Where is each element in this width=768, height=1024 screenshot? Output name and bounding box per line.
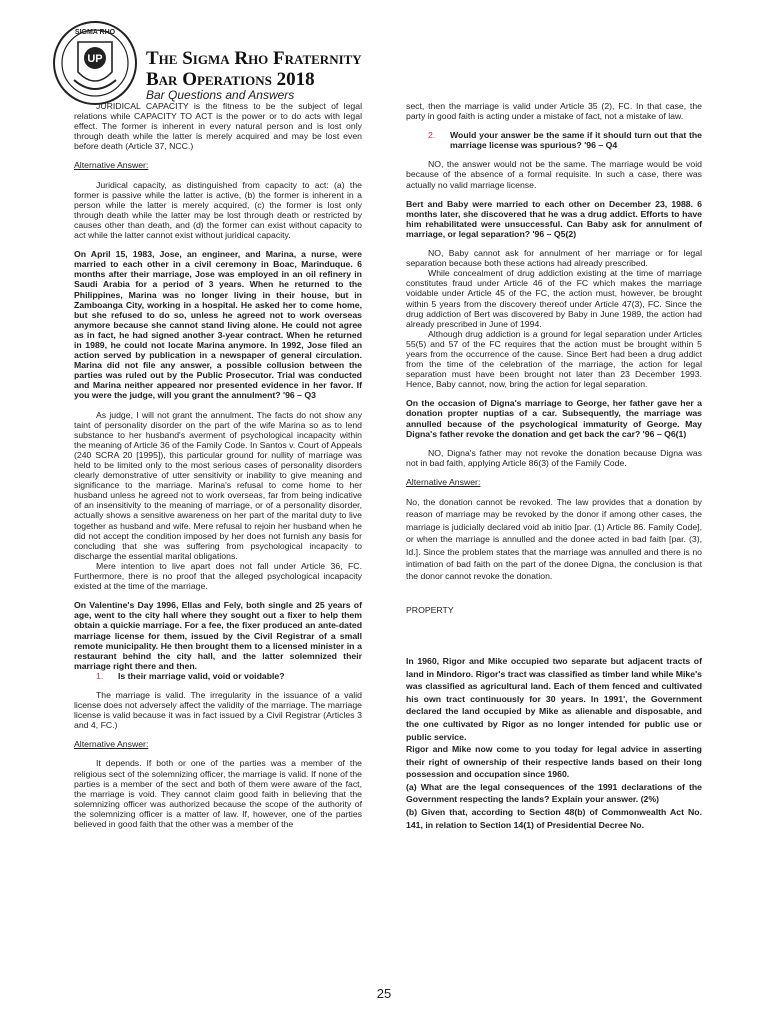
section-heading: PROPERTY	[406, 604, 454, 615]
paragraph: JURIDICAL CAPACITY is the fitness to be the subject of legal relations while CAPACITY TO ACT is the power or to do acts with legal effect. The former is inherent in every natural person and is lost only through death while the latter is merely acquired and may be lost even before death (Article 37, NCC.)	[74, 101, 362, 152]
answer: Although drug addiction is a ground for legal separation under Articles 55(5) and 57 of the FC requires that the action must be brought within 5 years from the occurrence of the cause. Since Bert had been a drug addict from the time of the celebration of the marriage, the action for legal separation must have been brought not later than 23 December 1993. Hence, Baby cannot, now, bring the action for legal separation.	[406, 328, 702, 390]
question: On April 15, 1983, Jose, an engineer, and Marina, a nurse, were married to each other in a civil ceremony in Boac, Marinduque. 6 months after their marriage, Jose was employed in an oil refinery in Saudi Arabia for a period of 3 years. When he returned to the Philippines, Marina was no longer living in their house, but in Zamboanga City, working in a hospital. He asked her to come home, but she refused to do so, unless he agreed not to work overseas anymore because she cannot stand living alone. He could not agree as in fact, he had signed another 3-year contract. When he returned in 1989, he could not locate Marina anymore. In 1992, Jose filed an action served by publication in a newspaper of general circulation. Marina did not file any answer, a possible collusion between the parties was ruled out by the Public Prosecutor. Trial was conducted and Marina neither appeared nor presented evidence in her favor. If you were the judge, will you grant the annulment? '96 – Q3	[74, 249, 362, 401]
answer: NO, the answer would not be the same. The marriage would be void because of the absence of a formal requisite. In such a case, there was actually no valid marriage license.	[406, 159, 702, 190]
question: In 1960, Rigor and Mike occupied two separate but adjacent tracts of land in Mindoro. Rigor's tract was classified as timber land while Mike's was classified as agricultural land. Each of them fenced and cultivated his own tract continuously for 30 years. In 1991', the Government declared the land occupied by Mike as alienable and disposable, and the one cultivated by Rigor as no longer intended for public use or public service.	[406, 655, 702, 742]
sub-question-number: 1.	[96, 670, 104, 681]
page-number: 25	[376, 986, 392, 1001]
document-title	[146, 48, 362, 90]
answer: NO, Baby cannot ask for annulment of her marriage or for legal separation because both these actions had already prescribed.	[406, 248, 702, 269]
title-line-1: The Sigma Rho Fraternity	[146, 48, 362, 69]
fraternity-seal-logo	[52, 20, 138, 106]
answer: It depends. If both or one of the parties was a member of the religious sect of the solemnizing officer, the marriage is valid. If none of the parties is a member of the sect and both of them were aware of the fact, the marriage is void. They cannot claim good faith in believing that the solemnizing officer was authorized because the scope of the authority of the solemnizing officer is a matter of law. If, however, one of the parties believed in good faith that the other was a member of the	[74, 758, 362, 829]
paragraph: sect, then the marriage is valid under Article 35 (2), FC. In that case, the party in good faith is acting under a mistake of fact, not a mistake of law.	[406, 101, 702, 122]
document-subtitle: Bar Questions and Answers	[146, 88, 295, 102]
question: Rigor and Mike now come to you today for legal advice in asserting their right of ownership of their respective lands based on their long possession and occupation since 1960.	[406, 744, 702, 780]
right-column	[406, 101, 702, 831]
answer: As judge, I will not grant the annulment. The facts do not show any taint of personality disorder on the part of the wife Marina so as to lend substance to her husband's averment of psychological incapacity within the meaning of Article 36 of the Family Code. In Santos v. Court of Appeals (240 SCRA 20 [1995]), this particular ground for nullity of marriage was held to be limited only to the most serious cases of personality disorders clearly demonstrative of utter sensitivity or inability to give meaning and significance to the marriage. Marina's refusal to come home to her husband unless he agreed not to work overseas, far from being indicative of an insensitivity to the meaning of marriage, or of a personality disorder, actually shows a sensitive awareness on her part of the marital duty to live together as husband and wife. Mere refusal to rejoin her husband when he did not accept the condition imposed by her does not furnish any basis for concluding that she was suffering from psychological incapacity to discharge the essential marital obligations.	[74, 409, 362, 561]
alternative-answer-label: Alternative Answer:	[74, 739, 149, 750]
answer: The marriage is valid. The irregularity in the issuance of a valid license does not adversely affect the validity of the marriage. The marriage license is valid because it was in fact issued by a Civil Registrar (Articles 3 and 4, FC.)	[74, 689, 362, 731]
answer: While concealment of drug addiction existing at the time of marriage constitutes fraud under Article 46 of the FC which makes the marriage voidable under Article 45 of the FC, the action must, however, be brought within 5 years from the discovery thereof under Article 47(3), FC. Since the drug addiction of Bert was discovered by Baby in June 1989, the action had already prescribed in June of 1994.	[406, 268, 702, 329]
sub-question-number: 2.	[428, 130, 436, 141]
sub-question	[428, 130, 702, 150]
title-line-2: Bar Operations 2018	[146, 69, 315, 90]
answer: Mere intention to live apart does not fall under Article 36, FC. Furthermore, there is no proof that the alleged psychological incapacity existed at the time of the marriage.	[74, 560, 362, 592]
alternative-answer-label: Alternative Answer:	[74, 160, 149, 171]
logo-initials: UP	[87, 53, 103, 65]
question: (a) What are the legal consequences of the 1991 declarations of the Government respecting the lands? Explain your answer. (2%)	[406, 781, 702, 805]
answer: NO, Digna's father may not revoke the donation because Digna was not in bad faith, applying Article 86(3) of the Family Code.	[406, 447, 702, 468]
sub-question	[96, 671, 362, 681]
question: On the occasion of Digna's marriage to George, her father gave her a donation propter nuptias of a car. Subsequently, the marriage was annulled because of the psychological immaturity of George. May Digna's father revoke the donation and get back the car? '96 – Q6(1)	[406, 398, 702, 439]
question: Bert and Baby were married to each other on December 23, 1988. 6 months later, she discovered that he was a drug addict. Efforts to have him rehabilitated were unsuccessful. Can Baby ask for annulment of marriage, or legal separation? '96 – Q5(2)	[406, 198, 702, 239]
question: (b) Given that, according to Section 48(b) of Commonwealth Act No. 141, in relation to Section 14(1) of Presidential Decree No.	[406, 807, 702, 830]
answer: No, the donation cannot be revoked. The law provides that a donation by reason of marriage may be revoked by the donor if among other cases, the marriage is judicially declared void ab initio [par. (1) Article 86. Family Code], or when the marriage is annulled and the donee acted in bad faith [par. (3), Id.]. Since the problem states that the marriage was annulled and there is no intimation of bad faith on the part of the donee Digna, the conclusion is that the donor cannot revoke the donation.	[406, 497, 702, 582]
paragraph: Juridical capacity, as distinguished from capacity to act: (a) the former is passive while the latter is active, (b) the former is inherent in a person while the latter is merely acquired, (c) the former is lost only through death while the latter may be lost through death or restricted by causes other than death, and (d) the former can exist without capacity to act while the latter cannot exist without juridical capacity.	[74, 179, 362, 241]
sub-question-text: Would your answer be the same if it should turn out that the marriage license was spurious? '96 – Q4	[450, 130, 702, 151]
alternative-answer-label: Alternative Answer:	[406, 476, 481, 487]
left-column	[74, 101, 362, 829]
question: On Valentine's Day 1996, Ellas and Fely, both single and 25 years of age, went to the city hall where they sought out a fixer to help them obtain a quickie marriage. For a fee, the fixer produced an ante-dated marriage license for them, issued by the Civil Registrar of a small remote municipality. He then brought them to a licensed minister in a restaurant behind the city hall, and the latter solemnized their marriage right there and then.	[74, 600, 362, 671]
logo-text: SIGMA RHO	[74, 29, 116, 36]
sub-question-text: Is their marriage valid, void or voidable?	[118, 670, 285, 681]
